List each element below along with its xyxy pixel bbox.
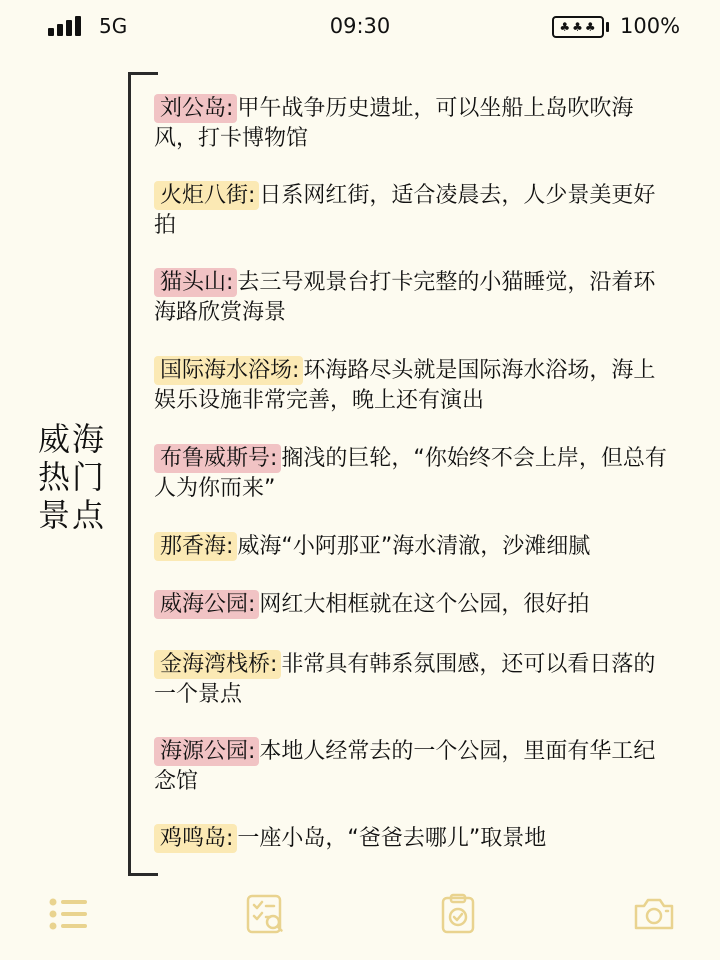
list-item: [154, 356, 674, 416]
attraction-name: 国际海水浴场:: [154, 356, 303, 385]
attraction-description: 环海路尽头就是国际海水浴场，海上娱乐设施非常完善，晚上还有演出: [154, 358, 656, 413]
attraction-name: 火炬八街:: [154, 181, 259, 210]
tab-clipboard[interactable]: [436, 892, 480, 936]
list-item: [154, 737, 674, 797]
battery-icon: ♣ ♣ ♣: [552, 16, 604, 38]
attraction-name: 布鲁威斯号:: [154, 444, 281, 473]
attraction-description: 日系网红街，适合凌晨去，人少景美更好拍: [154, 183, 656, 238]
tab-list[interactable]: [46, 892, 90, 936]
status-bar: [0, 0, 720, 56]
attraction-name: 金海湾栈桥:: [154, 650, 281, 679]
attraction-name: 海源公园:: [154, 737, 259, 766]
page-title: 威海热门景点: [37, 420, 106, 534]
attraction-description: 非常具有韩系氛围感，还可以看日落的一个景点: [154, 652, 656, 707]
attraction-description: 甲午战争历史遗址，可以坐船上岛吹吹海风，打卡博物馆: [154, 96, 634, 151]
attraction-name: 鸡鸣岛:: [154, 824, 237, 853]
list-item: [154, 590, 674, 620]
attraction-description: 搁浅的巨轮，“你始终不会上岸，但总有人为你而来”: [154, 446, 667, 501]
battery-cap: [606, 22, 609, 32]
battery-percent: 100%: [620, 14, 681, 38]
clock-time: 09:30: [329, 14, 391, 38]
clipboard-check-icon: [436, 892, 480, 936]
attraction-name: 猫头山:: [154, 268, 237, 297]
tab-checklist[interactable]: [243, 892, 287, 936]
attraction-description: 本地人经常去的一个公园，里面有华工纪念馆: [154, 739, 656, 794]
attraction-description: 去三号观景台打卡完整的小猫睡觉，沿着环海路欣赏海景: [154, 270, 656, 325]
attraction-description: 一座小岛，“爸爸去哪儿”取景地: [237, 826, 547, 851]
bottom-tab-bar: [0, 884, 720, 944]
list-item: [154, 268, 674, 328]
list-icon: [46, 892, 90, 936]
list-item: [154, 824, 674, 854]
attraction-name: 刘公岛:: [154, 94, 237, 123]
network-type: 5G: [99, 14, 128, 38]
attraction-description: 威海“小阿那亚”海水清澈，沙滩细腻: [237, 534, 591, 559]
list-item: [154, 181, 674, 241]
list-item: [154, 94, 674, 154]
checklist-icon: [243, 892, 287, 936]
list-item: [154, 444, 674, 504]
attraction-description: 网红大相框就在这个公园，很好拍: [259, 592, 590, 617]
attraction-name: 那香海:: [154, 532, 237, 561]
tab-camera[interactable]: [632, 892, 676, 936]
list-item: [154, 650, 674, 710]
list-item: [154, 532, 674, 562]
camera-icon: [632, 892, 676, 936]
attraction-name: 威海公园:: [154, 590, 259, 619]
